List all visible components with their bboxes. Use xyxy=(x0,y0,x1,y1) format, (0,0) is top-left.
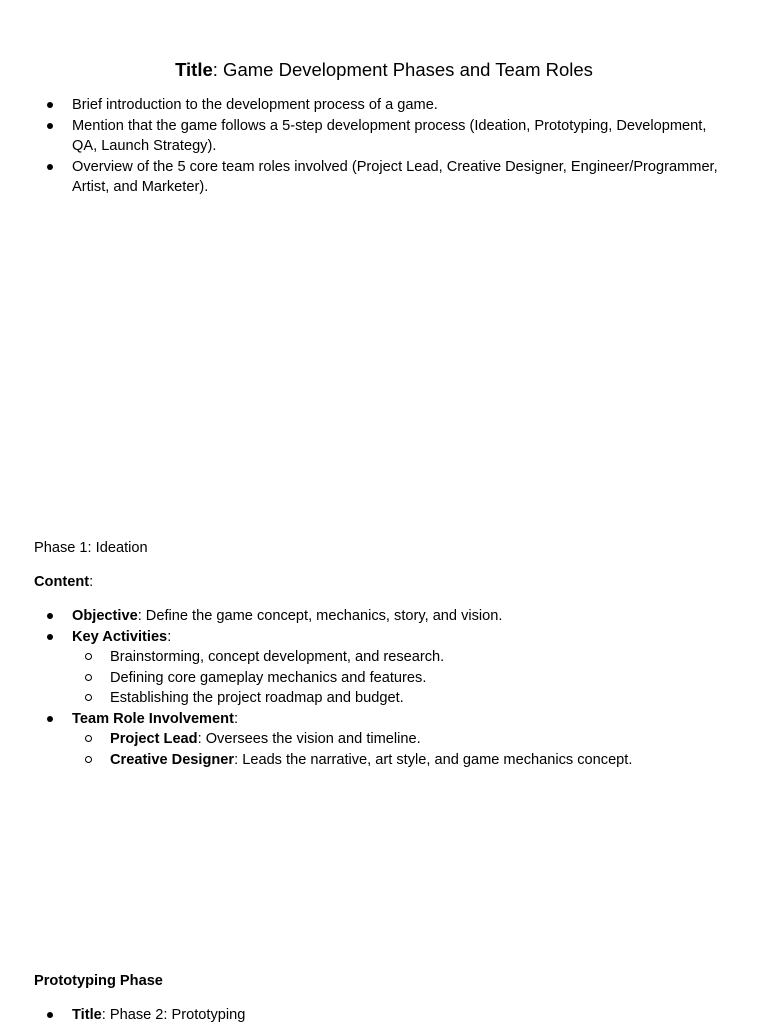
intro-item-text: Mention that the game follows a 5-step development process (Ideation, Prototyping, Development, QA, Launch Strategy). xyxy=(72,117,707,154)
phase-1-list xyxy=(34,606,734,770)
objective-label: Objective xyxy=(72,608,138,624)
objective-text: : Define the game concept, mechanics, story, and vision. xyxy=(137,608,503,624)
content-label xyxy=(34,572,93,593)
list-item xyxy=(72,688,734,709)
content-label-colon: : xyxy=(89,574,94,590)
role-name: Creative Designer xyxy=(110,751,235,768)
intro-list xyxy=(34,95,734,198)
role-desc: : Oversees the vision and timeline. xyxy=(197,731,421,747)
team-role-colon: : xyxy=(233,710,238,727)
role-name: Project Lead xyxy=(110,731,198,747)
list-item xyxy=(34,157,734,198)
list-item xyxy=(72,647,734,668)
document-title xyxy=(0,58,768,82)
title-text: : Game Development Phases and Team Roles xyxy=(212,59,593,80)
intro-item-text: Brief introduction to the development process of a game. xyxy=(72,97,438,113)
phase-2-title-text: : Phase 2: Prototyping xyxy=(101,1007,246,1023)
list-item xyxy=(72,729,734,750)
phase-1-heading: Phase 1: Ideation xyxy=(34,540,148,556)
list-item xyxy=(72,750,734,771)
intro-item-text: Overview of the 5 core team roles involved (Project Lead, Creative Designer, Engineer/Programmer, Artist, and Marketer). xyxy=(72,158,718,195)
list-item xyxy=(34,1005,734,1026)
team-role-label: Team Role Involvement xyxy=(72,710,234,727)
activity-text: Establishing the project roadmap and budget. xyxy=(110,690,404,706)
activity-text: Brainstorming, concept development, and research. xyxy=(110,649,445,665)
key-activities-colon: : xyxy=(167,628,172,645)
title-label: Title xyxy=(175,59,213,80)
phase-2-title-label: Title xyxy=(72,1007,102,1023)
team-roles-list xyxy=(72,729,734,770)
role-desc: : Leads the narrative, art style, and game mechanics concept. xyxy=(234,751,633,768)
prototyping-phase-heading: Prototyping Phase xyxy=(34,973,163,989)
list-item xyxy=(34,95,734,116)
phase-2-list xyxy=(34,1005,734,1026)
list-item xyxy=(72,668,734,689)
key-activities-list xyxy=(72,647,734,709)
content-label-text: Content xyxy=(34,574,90,590)
activity-text: Defining core gameplay mechanics and features. xyxy=(110,669,427,686)
list-item-team-roles xyxy=(34,709,734,771)
key-activities-label: Key Activities xyxy=(72,628,168,645)
list-item xyxy=(34,116,734,157)
list-item-key-activities xyxy=(34,627,734,709)
list-item-objective xyxy=(34,606,734,627)
